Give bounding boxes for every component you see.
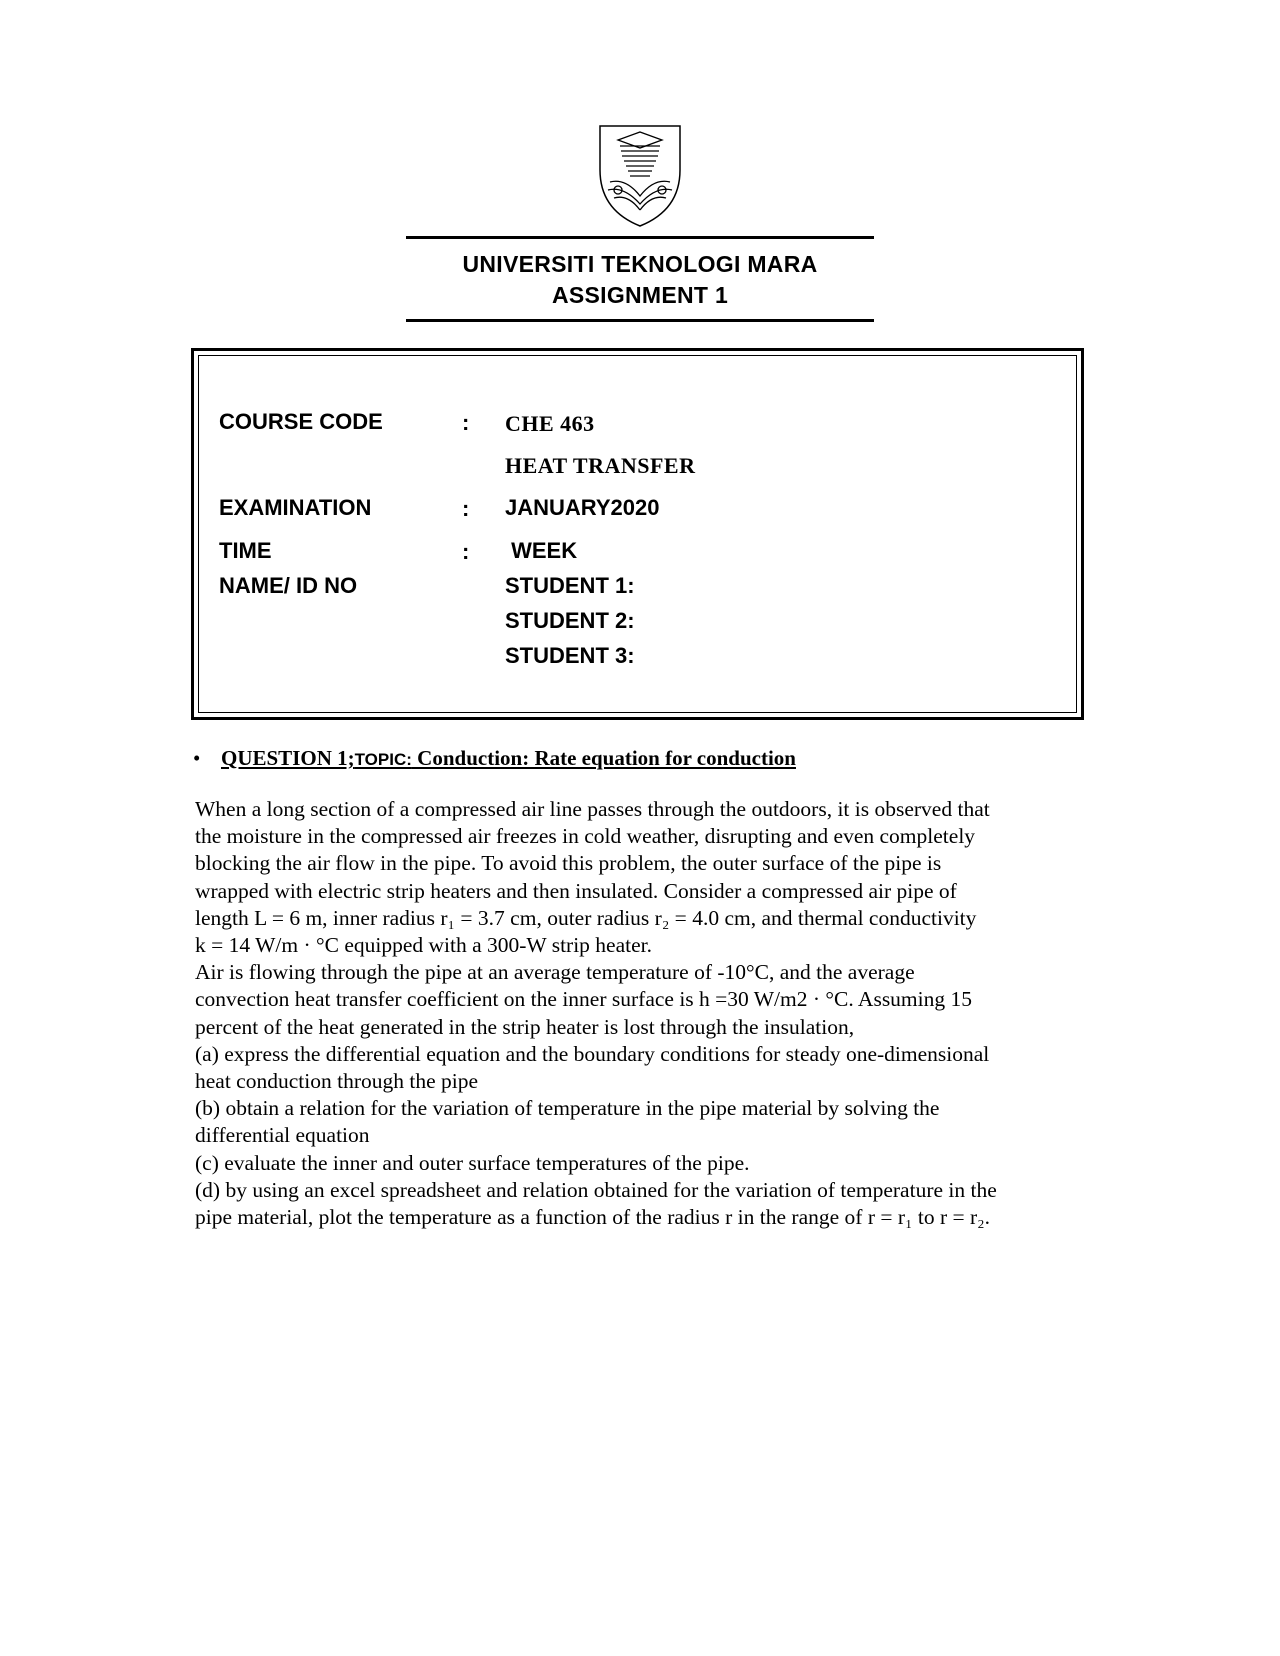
question-line: wrapped with electric strip heaters and then insulated. Consider a compressed air pipe of xyxy=(195,878,957,903)
question-heading xyxy=(193,746,796,771)
question-line: blocking the air flow in the pipe. To avoid this problem, the outer surface of the pipe is xyxy=(195,851,942,876)
bullet-marker: • xyxy=(193,746,201,770)
question-number: QUESTION 1; xyxy=(221,746,355,770)
question-line: (c) evaluate the inner and outer surface temperatures of the pipe. xyxy=(195,1150,750,1175)
course-code-value: CHE 463 xyxy=(505,411,595,436)
name-id-label: NAME/ ID NO xyxy=(219,573,358,598)
student-2-field: STUDENT 2: xyxy=(505,608,635,633)
question-line: the moisture in the compressed air freezes in cold weather, disrupting and even completely xyxy=(195,824,976,849)
question-body xyxy=(195,796,1085,1231)
header-bottom-rule xyxy=(406,319,874,322)
question-line: convection heat transfer coefficient on the inner surface is h =30 W/m2 · °C. Assuming 15 xyxy=(195,987,973,1012)
examination-value: JANUARY2020 xyxy=(505,495,660,520)
examination-colon: : xyxy=(462,496,470,521)
university-crest-icon xyxy=(596,124,684,228)
time-value: WEEK xyxy=(505,538,578,563)
question-line: (d) by using an excel spreadsheet and relation obtained for the variation of temperature in the xyxy=(195,1177,997,1202)
question-line: (a) express the differential equation and the boundary conditions for steady one-dimensional xyxy=(195,1041,990,1066)
assignment-title: ASSIGNMENT 1 xyxy=(551,282,729,308)
question-line: length L = 6 m, inner radius r₁ = 3.7 cm, outer radius r₂ = 4.0 cm, and thermal conductivity xyxy=(195,905,977,930)
question-line: When a long section of a compressed air line passes through the outdoors, it is observed that xyxy=(195,797,990,821)
question-line: pipe material, plot the temperature as a function of the radius r in the range of r = r₁ to r = r₂. xyxy=(195,1205,991,1230)
university-name: UNIVERSITI TEKNOLOGI MARA xyxy=(462,251,818,277)
course-info-box xyxy=(191,348,1084,720)
examination-label: EXAMINATION xyxy=(219,495,372,520)
course-name-value: HEAT TRANSFER xyxy=(505,453,696,478)
question-line: differential equation xyxy=(195,1123,370,1148)
time-label: TIME xyxy=(219,538,272,563)
topic-title: Conduction: Rate equation for conduction xyxy=(411,746,796,770)
time-colon: : xyxy=(462,539,470,564)
topic-label: TOPIC: xyxy=(354,750,412,769)
student-1-field: STUDENT 1: xyxy=(505,573,635,598)
course-code-colon: : xyxy=(462,410,470,435)
question-line: Air is flowing through the pipe at an average temperature of -10°C, and the average xyxy=(195,960,915,985)
student-3-field: STUDENT 3: xyxy=(505,643,635,668)
course-code-label: COURSE CODE xyxy=(219,409,383,434)
question-line: percent of the heat generated in the strip heater is lost through the insulation, xyxy=(195,1014,855,1039)
question-line: k = 14 W/m · °C equipped with a 300-W strip heater. xyxy=(195,933,653,958)
question-line: (b) obtain a relation for the variation of temperature in the pipe material by solving the xyxy=(195,1096,940,1121)
question-line: heat conduction through the pipe xyxy=(195,1069,479,1094)
header-top-rule xyxy=(406,236,874,239)
